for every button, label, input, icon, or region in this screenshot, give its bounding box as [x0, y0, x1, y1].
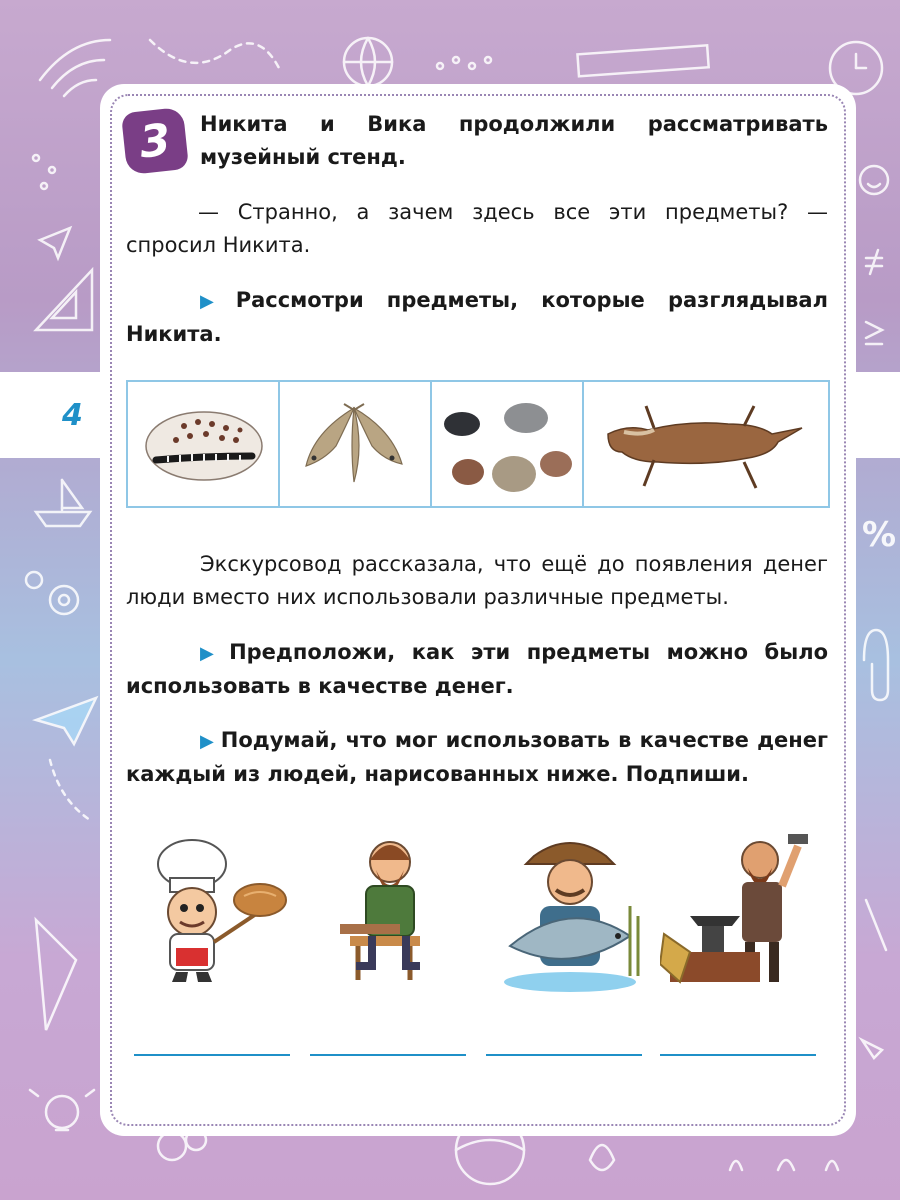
shoemaker-icon: [310, 826, 470, 996]
instruction-examine-text: Рассмотри предметы, которые разглядывал Никита.: [126, 288, 828, 346]
task-number: 3: [137, 114, 173, 168]
svg-text:%: %: [862, 515, 897, 555]
stones-icon: [432, 382, 582, 506]
answer-line-fisherman[interactable]: [486, 1054, 642, 1056]
fisherman-icon: [490, 826, 650, 996]
dried-fish-icon: [280, 382, 430, 506]
instruction-think-text: Подумай, что мог использовать в качестве денег каждый из людей, нарисованных ниже. Подпиши.: [126, 728, 829, 786]
instruction-examine: [126, 284, 828, 351]
people-illustrations: [130, 826, 830, 996]
object-stones: [432, 382, 584, 506]
baker-icon: [130, 826, 290, 996]
instruction-suppose-text: Предположи, как эти предметы можно было использовать в качестве денег.: [126, 640, 829, 698]
bullet-arrow-icon: ▶: [200, 731, 215, 752]
object-fur-pelt: [584, 382, 828, 506]
task-number-badge: [121, 107, 189, 175]
museum-objects-row: [126, 380, 830, 508]
instruction-suppose: [126, 636, 828, 703]
fur-pelt-icon: [584, 382, 826, 506]
cowrie-shell-icon: [128, 382, 278, 506]
task-dialog: — Странно, а зачем здесь все эти предметы? — спросил Никита.: [126, 200, 828, 257]
page-number: 4: [62, 398, 83, 433]
blacksmith-icon: [660, 826, 820, 996]
narration: Экскурсовод рассказала, что ещё до появления денег люди вместо них использовали различные предметы.: [126, 552, 828, 609]
bullet-arrow-icon: ▶: [200, 291, 230, 312]
object-dried-fish: [280, 382, 432, 506]
answer-line-shoemaker[interactable]: [310, 1054, 466, 1056]
answer-line-blacksmith[interactable]: [660, 1054, 816, 1056]
object-shell: [128, 382, 280, 506]
task-intro: Никита и Вика продолжили рассматривать музейный стенд.: [200, 112, 828, 169]
answer-line-baker[interactable]: [134, 1054, 290, 1056]
instruction-think: [126, 724, 828, 791]
bullet-arrow-icon: ▶: [200, 643, 224, 664]
